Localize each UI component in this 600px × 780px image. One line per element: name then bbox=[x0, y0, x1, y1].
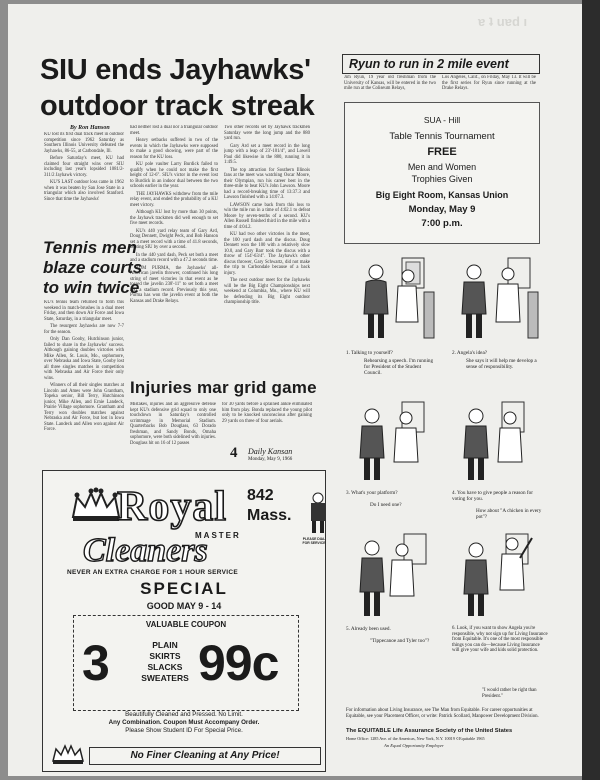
caption-6-answer: "I would rather be right than President." bbox=[482, 688, 537, 699]
track-paragraph: KU pole vaulter Larry Burdick failed to qualify when he could not make the first height of 12-6". SIU's victor in the event lost to Burdick in an indoor dual between the two schools earlier in the year. bbox=[130, 162, 218, 189]
coupon-item: SWEATERS bbox=[141, 673, 189, 683]
cleaners-tagline: NEVER AN EXTRA CHARGE FOR 1 HOUR SERVICE bbox=[67, 569, 239, 576]
caption-1-question: 1. Talking to yourself? bbox=[346, 350, 393, 356]
coupon-note: Beautifully Cleaned and Pressed. No Limit. bbox=[125, 711, 243, 718]
track-column-2 bbox=[130, 125, 218, 385]
crown-icon bbox=[69, 487, 123, 523]
track-paragraph: LAWSON came back from this loss to win the mile run in a time of 4:02.1 to defeat Moore by seven-tenths of a second. KU's Allen Russell finished third in the mile with a time of 4:04.2. bbox=[224, 202, 310, 230]
equitable-footer-name: The EQUITABLE Life Assurance Society of the United States bbox=[346, 728, 513, 734]
equitable-ad bbox=[344, 248, 548, 768]
sua-line-2: Table Tennis Tournament bbox=[389, 131, 495, 142]
cartoon-panel-2 bbox=[452, 252, 544, 344]
track-paragraph: Gary Ard set a meet record in the long jump with a leap of 23'-101/4", and Lowell Paul did likewise in the 880, running it in 1:49.5. bbox=[224, 143, 310, 165]
coupon-item: PLAIN bbox=[152, 640, 178, 650]
track-paragraph: KU had two other victories in the meet, the 100 yard dash and the discus. Doug Dennett won the 100 with a relatively slow 10.0, and Gary Barr took the discus with a throw of 154'-63/4". The Jayhawk's other discus thrower, Gary Schwartz, did not make the trip to Carbondale because of a back injury. bbox=[224, 232, 310, 276]
caption-1-answer: Rehearsing a speech. I'm running for President of the Student Council. bbox=[364, 358, 434, 376]
page-number: 4 bbox=[230, 445, 238, 461]
coupon-price: 99c bbox=[198, 635, 279, 691]
cartoon-panel-6 bbox=[452, 530, 544, 620]
equitable-footer-eoe: An Equal Opportunity Employer bbox=[384, 743, 444, 748]
caption-3-question: 3. What's your platform? bbox=[346, 490, 398, 496]
sua-line-6: Big Eight Room, Kansas Union bbox=[375, 190, 509, 200]
track-paragraph: Although KU lost by more than 30 points, the Jayhawk trackmen did well enough to set five meet records. bbox=[130, 210, 218, 226]
track-byline: By Ron Hanson bbox=[70, 125, 110, 131]
coupon[interactable] bbox=[73, 615, 299, 711]
mascot-caption: PLEASE DIAL FOR SERVICE bbox=[302, 537, 326, 545]
cleaners-footer-banner bbox=[89, 747, 321, 765]
tennis-paragraph: The resurgent Jayhawks are now 7-7 for the season. bbox=[44, 324, 124, 335]
cleaners-dates: GOOD MAY 9 - 14 bbox=[146, 601, 222, 611]
track-column-3 bbox=[224, 125, 310, 375]
cartoon-panel-3 bbox=[346, 398, 438, 484]
coupon-quantity: 3 bbox=[82, 635, 110, 691]
tennis-headline-line: to win twice bbox=[43, 278, 140, 297]
paper-date: Monday, May 9, 1966 bbox=[248, 457, 293, 462]
tennis-headline bbox=[43, 238, 142, 298]
cartoon-panel-5 bbox=[346, 530, 438, 620]
cartoon-panel-1 bbox=[346, 252, 438, 344]
caption-4-answer: How about "A chicken in every pot"? bbox=[476, 508, 542, 520]
cleaners-logo-royal: Royal bbox=[117, 484, 227, 530]
caption-2-question: 2. Angela's idea? bbox=[452, 350, 488, 356]
mascot-icon bbox=[305, 491, 331, 537]
sua-line-1: SUA - Hill bbox=[423, 115, 461, 125]
tennis-headline-line: blaze courts bbox=[43, 258, 143, 277]
cleaners-special: SPECIAL bbox=[140, 579, 228, 598]
track-paragraph: Two other records set by Jayhawk trackmen Saturday were the long jump and the 880 yard run. bbox=[224, 125, 310, 141]
track-paragraph: KU's 440 yard relay team of Gary Ard, Doug Dennett, Dwight Peck, and Bob Hanson set a meet record with a time of 41.8 seconds, beating SIU by over a second. bbox=[130, 228, 218, 250]
cleaners-phone: 842 bbox=[247, 487, 274, 504]
cleaners-ad bbox=[42, 470, 326, 772]
equitable-footer-info: For information about Living Insurance, see The Man from Equitable. For career opportunities at Equitable, see your Placement Officer, or write: Patrick Scollard, Manpower Development Division. bbox=[346, 708, 539, 719]
track-paragraph: Before Saturday's meet, KU had claimed four straight wins over SIU including last year's lopsided 1081/2-311/2 Jayhawk victory. bbox=[44, 156, 124, 178]
sua-line-4: Men and Women bbox=[407, 162, 477, 172]
coupon-items bbox=[134, 640, 196, 684]
coupon-item: SLACKS bbox=[147, 662, 183, 672]
ryun-column-2: Los Angeles, Calif., on Friday, May 13. It will be the first series for Ryun since running at the Drake Relays. bbox=[442, 75, 536, 91]
track-paragraph: The top attraction for Southern Illinois fans at the meet was watching Oscar Moore, their Olympian, run his career best in the three-mile to beat KU's John Lawson. Moore had a record-breaking time of 13:37.3 and Lawson finished with a 14:07.3. bbox=[224, 167, 310, 200]
coupon-note: Any Combination. Coupon Must Accompany Order. bbox=[108, 719, 260, 726]
track-paragraph: The next outdoor meet for the Jayhawks will be the Big Eight Championships next weekend at Columbia, Mo., where KU will be defending its Big Eight outdoor championship title. bbox=[224, 278, 310, 305]
paper-name: Daily Kansan bbox=[248, 447, 293, 456]
show-through-text: ɐ ʇ uɐd ı bbox=[478, 14, 528, 29]
newspaper-page bbox=[8, 4, 582, 776]
tennis-story bbox=[44, 300, 124, 476]
caption-5-answer: "Tippecanoe and Tyler too"? bbox=[370, 638, 430, 644]
ryun-headline-box bbox=[342, 54, 540, 74]
coupon-notes bbox=[43, 711, 325, 735]
track-paragraph: THE JAYHAWKS withdrew from the mile relay event, and ended the probability of a KU meet victory. bbox=[130, 191, 218, 208]
cleaners-phone-line2: Mass. bbox=[247, 507, 292, 524]
tennis-paragraph: KU's tennis team returned to form this weekend in match-brushes in a dual meet Friday, and then down Air Force and Iowa State, Saturday, in a triangular meet. bbox=[44, 300, 124, 322]
caption-3-answer: Do I need one? bbox=[370, 502, 402, 508]
coupon-item: SKIRTS bbox=[149, 651, 181, 661]
track-column-1 bbox=[44, 132, 124, 236]
page-gutter bbox=[582, 0, 600, 780]
ryun-column-1: Jim Ryun, 19 year old freshman from the University of Kansas, will be entered in the two mile run at the Coliseum Relays, bbox=[344, 75, 436, 91]
sua-line-7: Monday, May 9 bbox=[408, 204, 476, 215]
tennis-headline-line: Tennis men bbox=[43, 238, 137, 257]
track-headline-line1: SIU ends Jayhawks' bbox=[40, 54, 311, 86]
coupon-title: VALUABLE COUPON bbox=[145, 620, 227, 629]
tennis-paragraph: Winners of all their singles matches at Lincoln and Ames were John Grantham, Topeka senior, Bill Terry, Hutchinson junior, Mike Allen, and Ernie Landeck, Prairie Village sophomore. Grantham and Terry won doubles matches against Nebraska and Air Force, but lost in Iowa State. Landeck and Allen won against Air Force. bbox=[44, 383, 124, 432]
ryun-headline: Ryun to run in 2 mile event bbox=[349, 57, 509, 71]
injuries-column-2: for 30 yards before a sprained ankle eliminated him from play. Bonda replaced the young pilot only to be knocked unconscious after gaining 29 yards on three of four aerials. bbox=[222, 402, 312, 424]
sua-ad bbox=[344, 102, 540, 244]
track-paragraph: KU lost its first dual track meet in outdoor competition since 1962 Saturday as Southern Illinois University defeated the Jayhawks, 86-55, at Carbondale, Ill. bbox=[44, 132, 124, 154]
cleaners-footer-text: No Finer Cleaning at Any Price! bbox=[130, 750, 280, 761]
track-paragraph: had neither lost a dual nor a triangular outdoor meet. bbox=[130, 125, 218, 136]
caption-6-question: 6. Look, if you want to show Angela you're responsible, why not sign up for Living Insurance from Equitable. It's one of the most responsible things you can do—because Living Insurance will give your wife and kids solid protection. bbox=[452, 626, 548, 654]
cleaners-logo-master: MASTER bbox=[195, 531, 241, 540]
sua-line-3: FREE bbox=[427, 146, 457, 158]
cleaners-logo-cleaners: Cleaners bbox=[83, 532, 208, 569]
track-paragraph: In the 440 yard dash, Peck set both a meet and a stadium record with a 47.2 seconds time. bbox=[130, 252, 218, 263]
equitable-footer-address: Home Office: 1285 Ave. of the Americas, New York, N.Y. 10019 ©Equitable 1965 bbox=[346, 736, 485, 741]
sua-line-8: 7:00 p.m. bbox=[421, 218, 463, 229]
track-paragraph: KU'S LAST outdoor loss came in 1962 when it was beaten by San Jose State in a triangular which also involved Stanford. Since that time the Jayhawks' bbox=[44, 180, 124, 202]
cartoon-panel-4 bbox=[452, 398, 544, 484]
track-paragraph: Heavy setbacks suffered in two of the events in which the Jayhawks were supposed to make a good showing, were part of the reason for the KU loss. bbox=[130, 138, 218, 160]
small-crown-icon bbox=[51, 743, 85, 765]
track-headline-line2: outdoor track streak bbox=[40, 90, 315, 122]
caption-2-answer: She says it will help me develop a sense of responsibility. bbox=[466, 358, 537, 370]
injuries-column-1: Mistakes, injuries and an aggressive defense kept KU's defensive grid squad to only one touchdown in Saturday's controlled scrimmage in Memorial Stadium. Quarterbacks Bob Douglass, 63 Dorado freshman, and Sandy Bonds, Omaha sophomore, were both sidelined with injuries. Douglass hit on 16 of 12 passes bbox=[130, 402, 216, 446]
coupon-note: Please Show Student ID For Special Price. bbox=[125, 727, 243, 734]
injuries-headline: Injuries mar grid game bbox=[130, 378, 317, 397]
sua-line-5: Trophies Given bbox=[411, 174, 473, 184]
track-paragraph: TOM PURMA, the Jayhawks' all-American javelin thrower, continued his long string of meet victories in that event as he tossed the javelin 238'-11" to set both a meet and a stadium record. Previously this year, Purma has won the javelin event at both the Kansas and Drake Relays. bbox=[130, 265, 218, 304]
caption-5-question: 5. Already been used. bbox=[346, 626, 391, 632]
tennis-paragraph: Only Dan Gooby, Hutchinson junior, failed to share in the Jayhawks' success. Although gaining doubles victories with Mike Allen, St. Louis, Mo., sophomore, over Nebraska and Iowa State, Gooby lost all three singles matches in competition with Nebraska and Air Force their only wins. bbox=[44, 337, 124, 381]
caption-4-question: 4. You have to give people a reason for voting for you. bbox=[452, 490, 533, 502]
